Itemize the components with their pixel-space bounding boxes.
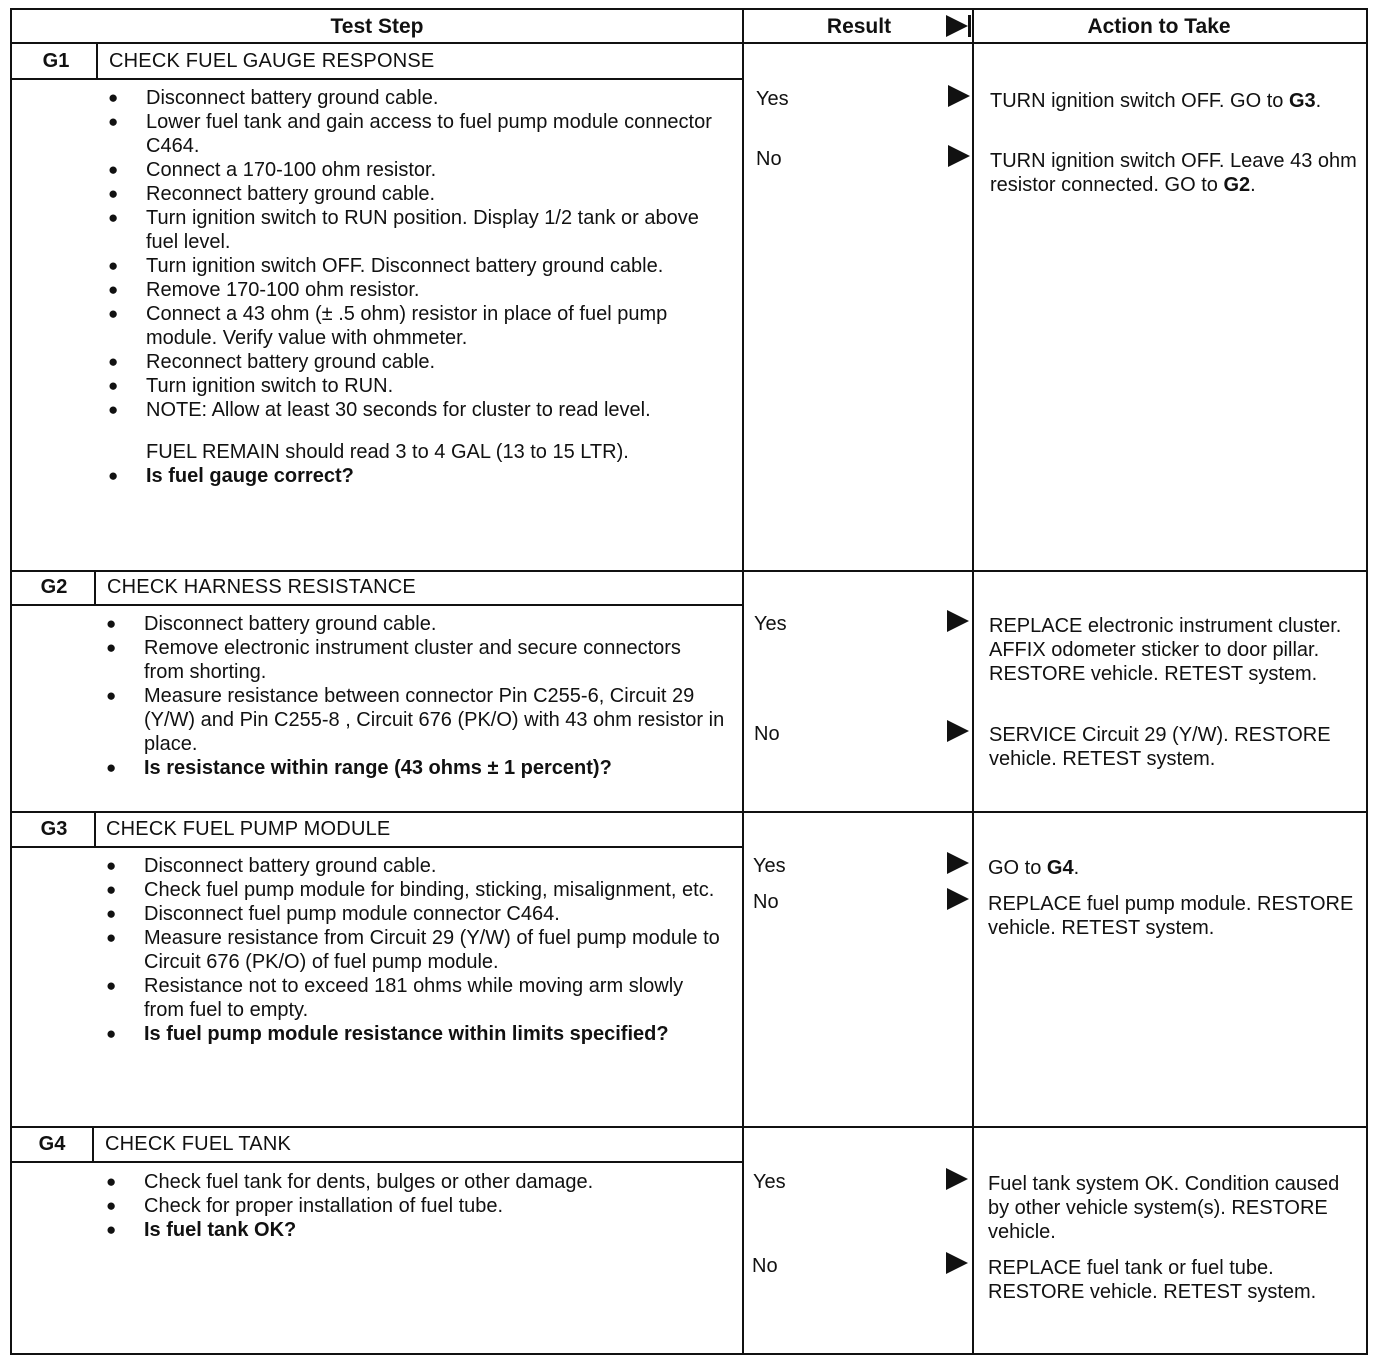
- list-item: ● Turn ignition switch OFF. Disconnect battery ground cable.: [108, 254, 728, 278]
- arrow-right-icon: [946, 1252, 968, 1274]
- result-yes: Yes: [753, 855, 786, 877]
- arrow-right-icon: [947, 888, 969, 910]
- list-item: ● Remove electronic instrument cluster and secure connectors from shorting.: [106, 636, 726, 684]
- step-bullet-list: [106, 1170, 726, 1242]
- list-item: ● Turn ignition switch to RUN position. Display 1/2 tank or above fuel level.: [108, 206, 728, 254]
- list-item: ● Lower fuel tank and gain access to fuel pump module connector C464.: [108, 110, 728, 158]
- title-divider: [12, 846, 742, 848]
- question-text: ● Is fuel pump module resistance within limits specified?: [106, 1022, 726, 1046]
- list-item: ● Reconnect battery ground cable.: [108, 350, 728, 374]
- result-no: No: [754, 723, 780, 745]
- note-text: FUEL REMAIN should read 3 to 4 GAL (13 to 15 LTR).: [146, 441, 629, 463]
- step-bullet-list: [106, 854, 726, 1046]
- list-item: ● Check for proper installation of fuel tube.: [106, 1194, 726, 1218]
- title-divider: [12, 604, 742, 606]
- action-no: TURN ignition switch OFF. Leave 43 ohm resistor connected. GO to G2.: [990, 150, 1357, 196]
- arrow-right-icon: [948, 85, 970, 107]
- step-title: CHECK FUEL PUMP MODULE: [106, 818, 391, 840]
- action-no: REPLACE fuel tank or fuel tube. RESTORE vehicle. RETEST system.: [988, 1257, 1317, 1303]
- step-divider: [12, 570, 1368, 572]
- step-bullet-list: [108, 86, 728, 488]
- list-item: ● Check fuel tank for dents, bulges or other damage.: [106, 1170, 726, 1194]
- action-no: SERVICE Circuit 29 (Y/W). RESTORE vehicle. RETEST system.: [989, 724, 1331, 770]
- diagnostic-table: [10, 8, 1368, 1355]
- id-divider: [94, 813, 96, 846]
- list-item: ● Check fuel pump module for binding, sticking, misalignment, etc.: [106, 878, 726, 902]
- list-item: ● NOTE: Allow at least 30 seconds for cluster to read level.: [108, 398, 728, 422]
- result-no: No: [752, 1255, 778, 1277]
- arrow-bar-icon: [968, 15, 971, 37]
- action-yes: Fuel tank system OK. Condition caused by other vehicle system(s). RESTORE vehicle.: [988, 1173, 1340, 1243]
- list-item: ● Disconnect fuel pump module connector C464.: [106, 902, 726, 926]
- arrow-right-icon: [947, 720, 969, 742]
- arrow-right-icon: [947, 610, 969, 632]
- action-no: REPLACE fuel pump module. RESTORE vehicle. RETEST system.: [988, 893, 1354, 939]
- arrow-right-icon: [948, 145, 970, 167]
- result-yes: Yes: [754, 613, 787, 635]
- step-id: G1: [42, 50, 70, 72]
- id-divider: [94, 572, 96, 604]
- step-id: G3: [40, 818, 68, 840]
- list-item: ● Turn ignition switch to RUN.: [108, 374, 728, 398]
- step-divider: [12, 1126, 1368, 1128]
- list-item: ● Disconnect battery ground cable.: [108, 86, 728, 110]
- header-action: Action to Take: [1087, 15, 1231, 38]
- question-text: ● Is fuel tank OK?: [106, 1218, 726, 1242]
- question-text: ● Is resistance within range (43 ohms ± 1 percent)?: [106, 756, 726, 780]
- list-item: ● Measure resistance between connector Pin C255-6, Circuit 29 (Y/W) and Pin C255-8 , Circuit 676 (PK/O) with 43 ohm resistor in place.: [106, 684, 726, 756]
- arrow-right-icon: [946, 15, 968, 37]
- result-yes: Yes: [753, 1171, 786, 1193]
- action-yes: REPLACE electronic instrument cluster. AFFIX odometer sticker to door pillar. RESTORE vehicle. RETEST system.: [989, 615, 1342, 685]
- result-no: No: [753, 891, 779, 913]
- id-divider: [92, 1128, 94, 1161]
- list-item: ● Resistance not to exceed 181 ohms while moving arm slowly from fuel to empty.: [106, 974, 726, 1022]
- header-divider: [12, 42, 1368, 44]
- list-item: ● Remove 170-100 ohm resistor.: [108, 278, 728, 302]
- header-test-step: Test Step: [330, 15, 424, 38]
- arrow-right-icon: [947, 852, 969, 874]
- result-yes: Yes: [756, 88, 789, 110]
- list-item: ● Reconnect battery ground cable.: [108, 182, 728, 206]
- list-item: ● Disconnect battery ground cable.: [106, 612, 726, 636]
- list-item: ● Connect a 170-100 ohm resistor.: [108, 158, 728, 182]
- question-text: ● Is fuel gauge correct?: [108, 464, 728, 488]
- list-item: ● Connect a 43 ohm (± .5 ohm) resistor in place of fuel pump module. Verify value with ohmmeter.: [108, 302, 728, 350]
- title-divider: [12, 78, 742, 80]
- result-no: No: [756, 148, 782, 170]
- header-result: Result: [826, 15, 892, 38]
- action-yes: GO to G4.: [988, 857, 1080, 879]
- step-title: CHECK HARNESS RESISTANCE: [107, 576, 416, 598]
- list-item: ● Disconnect battery ground cable.: [106, 854, 726, 878]
- step-id: G2: [40, 576, 68, 598]
- step-title: CHECK FUEL GAUGE RESPONSE: [109, 50, 435, 72]
- action-yes: TURN ignition switch OFF. GO to G3.: [990, 90, 1322, 112]
- column-divider: [742, 10, 744, 1355]
- arrow-right-icon: [946, 1168, 968, 1190]
- step-bullet-list: [106, 612, 726, 780]
- step-id: G4: [38, 1133, 66, 1155]
- column-divider: [972, 10, 974, 1355]
- list-item: ● Measure resistance from Circuit 29 (Y/W) of fuel pump module to Circuit 676 (PK/O) of fuel pump module.: [106, 926, 726, 974]
- step-title: CHECK FUEL TANK: [105, 1133, 291, 1155]
- title-divider: [12, 1161, 742, 1163]
- step-divider: [12, 811, 1368, 813]
- id-divider: [96, 44, 98, 78]
